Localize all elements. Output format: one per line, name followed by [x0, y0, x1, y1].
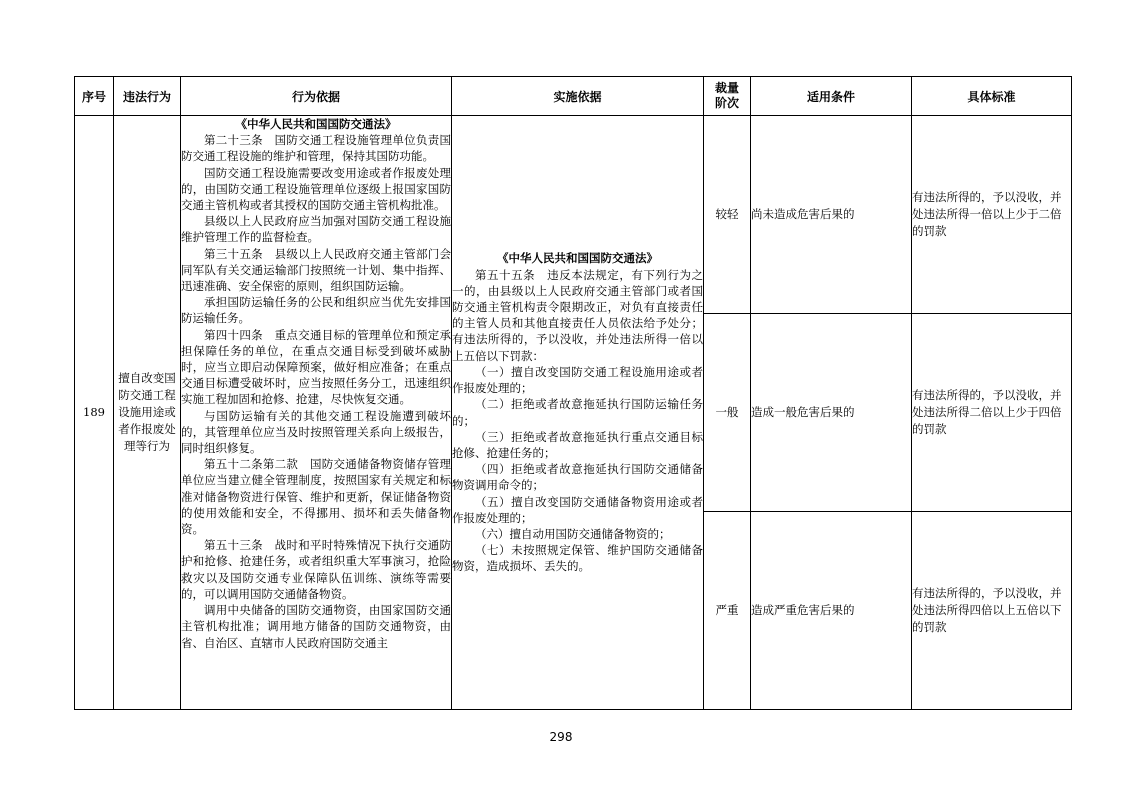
condition-severe: 造成严重危害后果的 — [751, 512, 912, 710]
basis-paragraph: 县级以上人民政府应当加强对国防交通工程设施维护管理工作的监督检查。 — [181, 214, 451, 245]
header-condition: 适用条件 — [751, 77, 912, 116]
impl-paragraph: （六）擅自动用国防交通储备物资的； — [475, 526, 671, 541]
header-row — [75, 77, 1072, 116]
header-basis: 行为依据 — [181, 77, 452, 116]
standard-light: 有违法所得的，予以没收，并处违法所得一倍以上少于二倍的罚款 — [912, 116, 1072, 314]
basis-paragraph: 第四十四条 重点交通目标的管理单位和预定承担保障任务的单位，在重点交通目标受到破坏威胁时，应当立即启动保障预案，做好相应准备；在重点交通目标遭受破坏时，应当按照任务分工，迅速组织实施工程加固和抢修、抢建，尽快恢复交通。 — [181, 327, 451, 407]
condition-general: 造成一般危害后果的 — [751, 314, 912, 512]
basis-law-title: 《中华人民共和国国防交通法》 — [235, 117, 397, 131]
impl-paragraph: （五）擅自改变国防交通储备物资用途或者作报废处理的； — [452, 494, 703, 525]
row-implementation — [452, 116, 704, 710]
basis-paragraph: 承担国防运输任务的公民和组织应当优先安排国防运输任务。 — [181, 295, 451, 326]
impl-law-title: 《中华人民共和国国防交通法》 — [497, 251, 658, 266]
standard-severe: 有违法所得的，予以没收，并处违法所得四倍以上五倍以下的罚款 — [912, 512, 1072, 710]
row-seq: 189 — [75, 116, 114, 710]
basis-paragraph: 第二十三条 国防交通工程设施管理单位负责国防交通工程设施的维护和管理，保持其国防功能。 — [181, 133, 451, 164]
table-row — [75, 116, 1072, 314]
impl-paragraph: （二）拒绝或者故意拖延执行国防运输任务的； — [452, 397, 703, 428]
level-severe: 严重 — [704, 512, 751, 710]
standard-general: 有违法所得的，予以没收，并处违法所得二倍以上少于四倍的罚款 — [912, 314, 1072, 512]
header-level-line2: 阶次 — [714, 96, 739, 110]
impl-paragraph: （七）未按照规定保管、维护国防交通储备物资，造成损坏、丢失的。 — [452, 543, 703, 574]
basis-paragraph: 第五十三条 战时和平时特殊情况下执行交通防护和抢修、抢建任务，或者组织重大军事演习，抢险救灾以及国防交通专业保障队伍训练、演练等需要的，可以调用国防交通储备物资。 — [181, 538, 451, 601]
basis-paragraph: 调用中央储备的国防交通物资，由国家国防交通主管机构批准；调用地方储备的国防交通物资，由省、自治区、直辖市人民政府国防交通主 — [181, 603, 451, 650]
penalty-table — [74, 76, 1072, 710]
header-level-line1: 裁量 — [714, 81, 739, 95]
basis-paragraph: 第三十五条 县级以上人民政府交通主管部门会同军队有关交通运输部门按照统一计划、集中指挥、迅速准确、安全保密的原则，组织国防运输。 — [181, 246, 451, 294]
header-level — [704, 77, 751, 116]
level-light: 较轻 — [704, 116, 751, 314]
impl-paragraph: （一）擅自改变国防交通工程设施用途或者作报废处理的； — [452, 364, 703, 396]
basis-paragraph: 国防交通工程设施需要改变用途或者作报废处理的，由国防交通工程设施管理单位逐级上报国家国防交通主管机构或者其授权的国防交通主管机构批准。 — [181, 165, 451, 213]
page-number: 298 — [549, 730, 573, 744]
header-seq: 序号 — [75, 77, 114, 116]
basis-paragraph: 与国防运输有关的其他交通工程设施遭到破坏的，其管理单位应当及时按照管理关系向上级报告，同时组织修复。 — [181, 408, 451, 456]
level-general: 一般 — [704, 314, 751, 512]
basis-paragraph: 第五十二条第二款 国防交通储备物资储存管理单位应当建立健全管理制度，按照国家有关规定和标准对储备物资进行保管、维护和更新，保证储备物资的使用效能和安全，不得挪用、损坏和丢失储备物资。 — [181, 457, 451, 537]
row-violation: 擅自改变国防交通工程设施用途或者作报废处理等行为 — [114, 116, 181, 710]
header-standard: 具体标准 — [912, 77, 1072, 116]
header-violation: 违法行为 — [114, 77, 181, 116]
impl-paragraph: （三）拒绝或者故意拖延执行重点交通目标抢修、抢建任务的； — [452, 429, 703, 460]
impl-paragraph: 第五十五条 违反本法规定，有下列行为之一的，由县级以上人民政府交通主管部门或者国防交通主管机构责令限期改正，对负有直接责任的主管人员和其他直接责任人员依法给予处分；有违法所得的，予以没收，并处违法所得一倍以上五倍以下罚款： — [452, 267, 703, 363]
condition-light: 尚未造成危害后果的 — [751, 116, 912, 314]
header-implementation: 实施依据 — [452, 77, 704, 116]
impl-paragraph: （四）拒绝或者故意拖延执行国防交通储备物资调用命令的； — [452, 462, 703, 493]
row-basis — [181, 116, 452, 710]
